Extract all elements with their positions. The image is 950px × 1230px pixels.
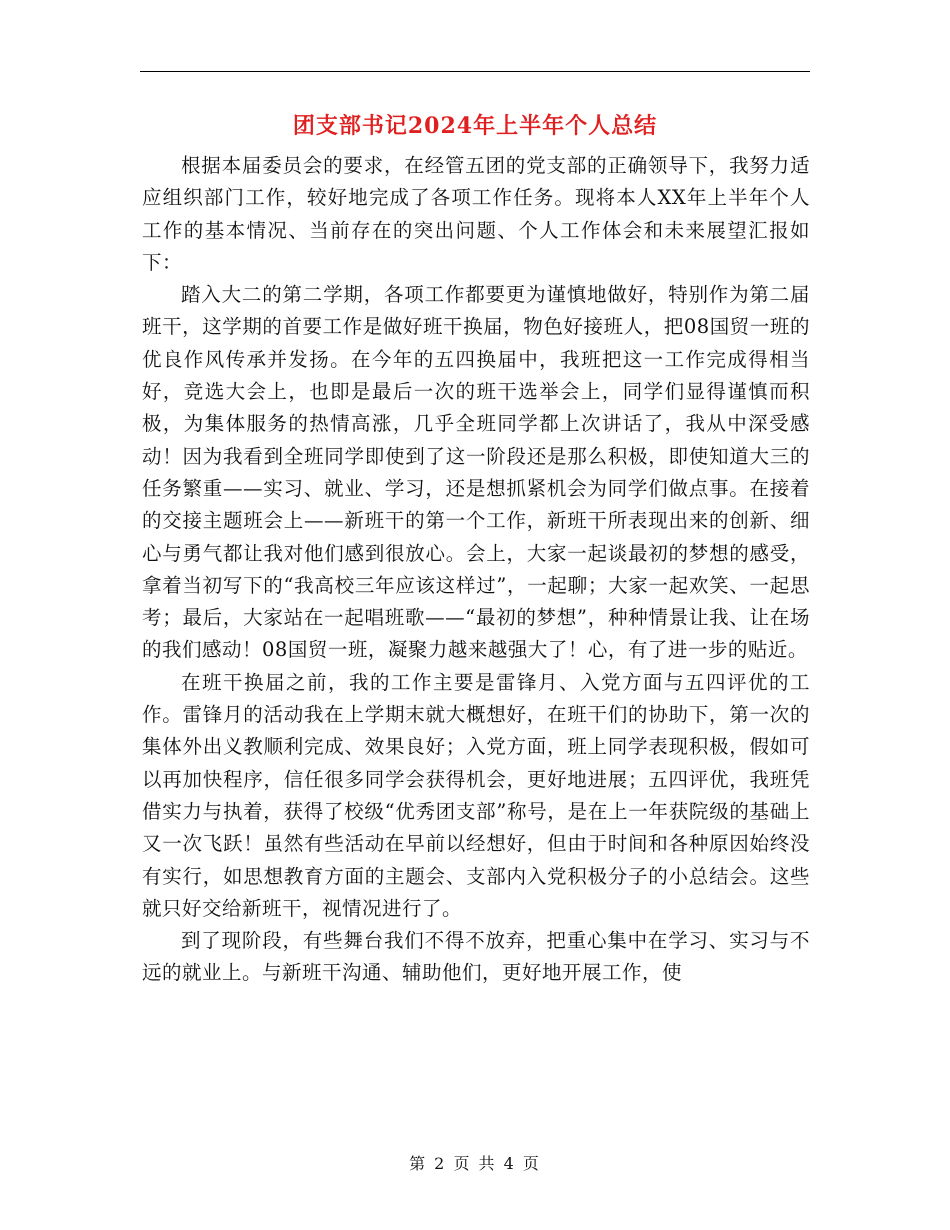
paragraph-class-election: 踏入大二的第二学期，各项工作都要更为谨慎地做好，特别作为第二届班干，这学期的首要工作是做好班干换届，物色好接班人，把08国贸一班的优良作风传承并发扬。在今年的五四换届中，我班把这一工作完成得相当好，竞选大会上，也即是最后一次的班干选举会上，同学们显得谨慎而积极，为集体服务的热情高涨，几乎全班同学都上次讲话了，我从中深受感动！因为我看到全班同学即使到了这一阶段还是那么积极，即使知道大三的任务繁重——实习、就业、学习，还是想抓紧机会为同学们做点事。在接着的交接主题班会上——新班干的第一个工作，新班干所表现出来的创新、细心与勇气都让我对他们感到很放心。会上，大家一起谈最初的梦想的感受，拿着当初写下的“我高校三年应该这样过”，一起聊；大家一起欢笑、一起思考；最后，大家站在一起唱班歌——“最初的梦想”，种种情景让我、让在场的我们感动！08国贸一班，凝聚力越来越强大了！心，有了进一步的贴近。 xyxy=(142,283,810,662)
paragraph-intro: 根据本届委员会的要求，在经管五团的党支部的正确领导下，我努力适应组织部门工作，较好地完成了各项工作任务。现将本人XX年上半年个人工作的基本情况、当前存在的突出问题、个人工作体会和未来展望汇报如下： xyxy=(142,154,810,274)
header-rule xyxy=(140,71,810,72)
page-number-footer: 第 2 页 共 4 页 xyxy=(409,1154,541,1173)
document-body xyxy=(142,150,810,990)
paragraph-current-stage: 到了现阶段，有些舞台我们不得不放弃，把重心集中在学习、实习与不远的就业上。与新班干沟通、辅助他们，更好地开展工作，使 xyxy=(142,929,810,985)
document-title: 团支部书记2024年上半年个人总结 xyxy=(292,113,658,139)
paragraph-previous-work: 在班干换届之前，我的工作主要是雷锋月、入党方面与五四评优的工作。雷锋月的活动我在上学期末就大概想好，在班干们的协助下，第一次的集体外出义教顺利完成、效果良好；入党方面，班上同学表现积极，假如可以再加快程序，信任很多同学会获得机会，更好地进展；五四评优，我班凭借实力与执着，获得了校级“优秀团支部”称号，是在上一年获院级的基础上又一次飞跃！虽然有些活动在早前以经想好，但由于时间和各种原因始终没有实行，如思想教育方面的主题会、支部内入党积极分子的小总结会。这些就只好交给新班干，视情况进行了。 xyxy=(142,670,810,920)
